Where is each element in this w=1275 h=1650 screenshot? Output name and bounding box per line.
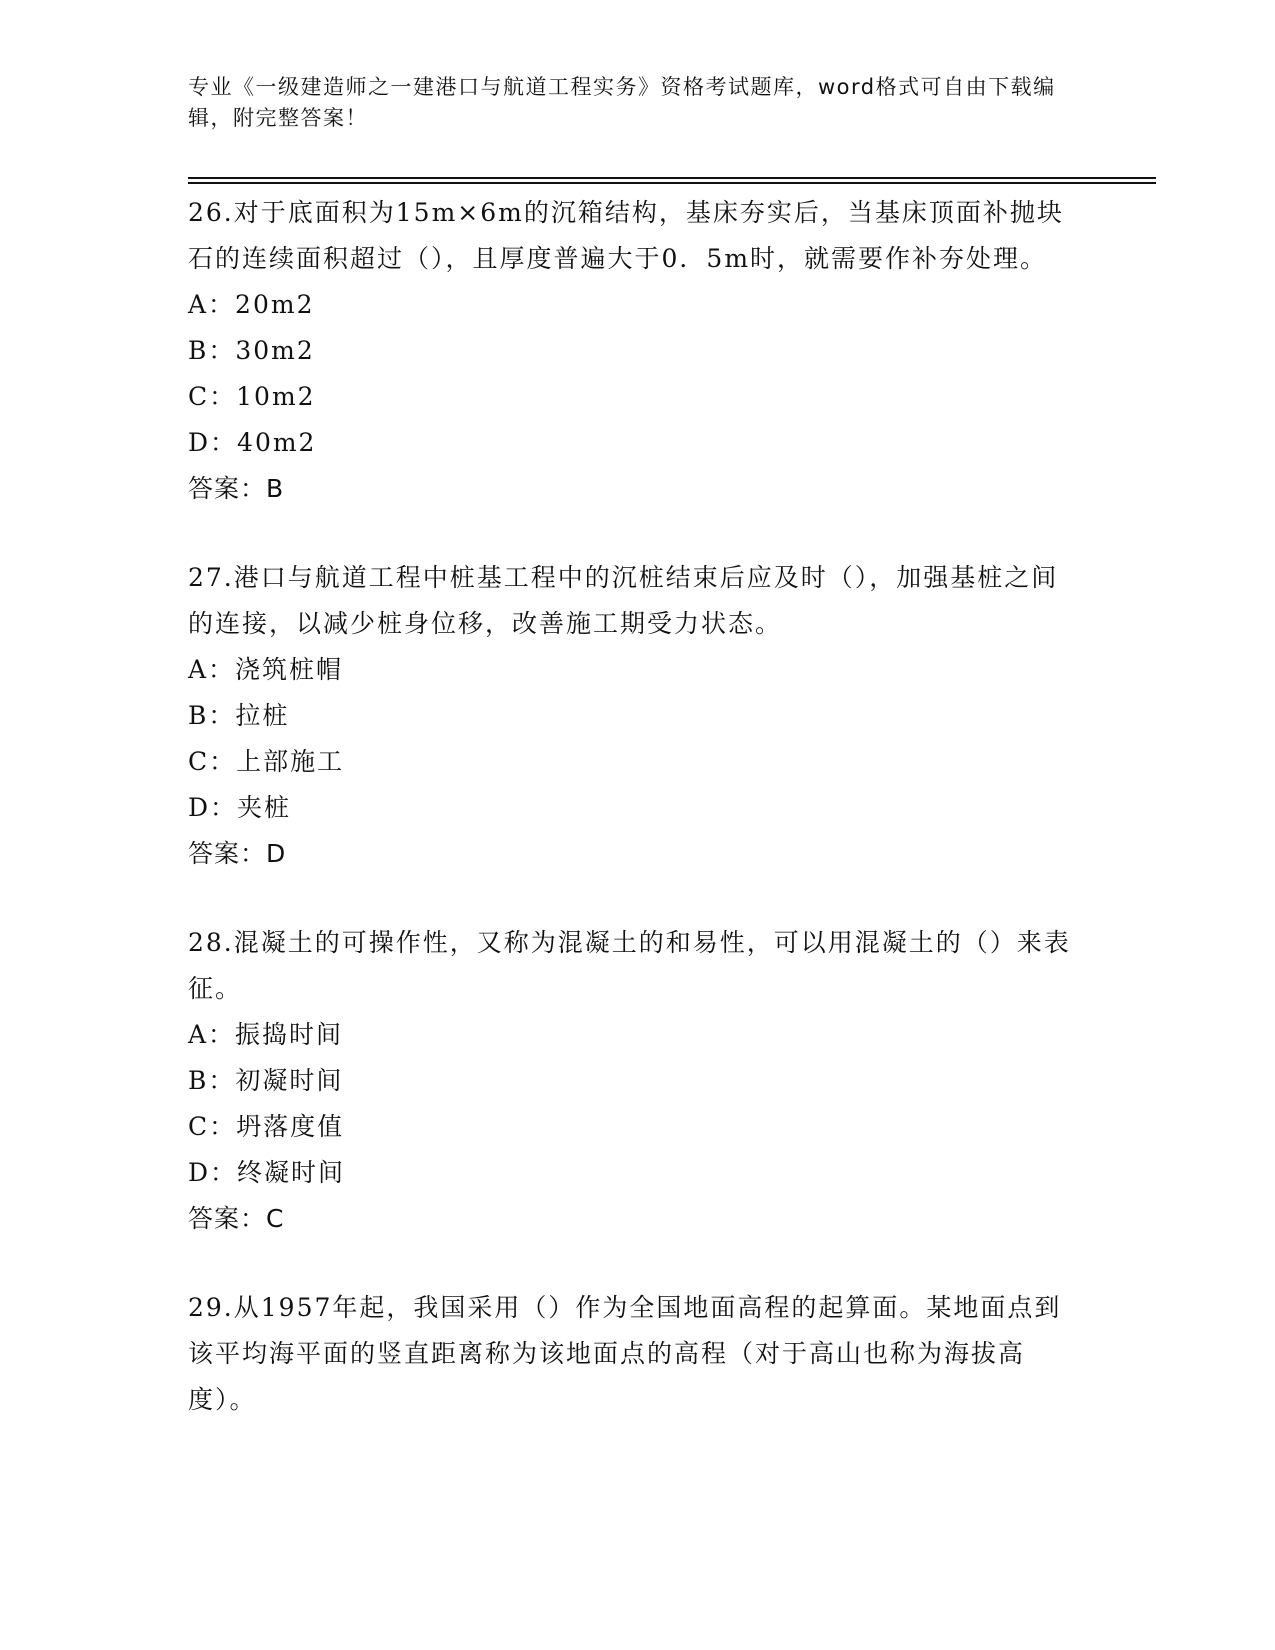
question-stem: 27.港口与航道工程中桩基工程中的沉桩结束后应及时（），加强基桩之间的连接，以减少桩身位移，改善施工期受力状态。 xyxy=(188,563,1059,638)
option-a: A：浇筑桩帽 xyxy=(188,655,344,684)
option-d: D：终凝时间 xyxy=(188,1158,346,1187)
header-divider-top xyxy=(188,177,1156,179)
question-29 xyxy=(188,1285,1078,1423)
question-26 xyxy=(188,190,1078,512)
option-d: D：40m2 xyxy=(188,428,317,457)
document-header: 专业《一级建造师之一建港口与航道工程实务》资格考试题库，word格式可自由下载编辑，附完整答案！ xyxy=(188,75,1056,130)
answer-line: 答案：B xyxy=(188,474,285,503)
question-stem: 28.混凝土的可操作性，又称为混凝土的和易性，可以用混凝土的（）来表征。 xyxy=(188,928,1071,1003)
question-list xyxy=(188,190,1078,1466)
answer-line: 答案：D xyxy=(188,839,287,868)
option-a: A：20m2 xyxy=(188,290,315,319)
option-a: A：振捣时间 xyxy=(188,1020,344,1049)
question-stem: 26.对于底面积为15m×6m的沉箱结构，基床夯实后，当基床顶面补抛块石的连续面积超过（），且厚度普遍大于0．5m时，就需要作补夯处理。 xyxy=(188,198,1064,273)
option-b: B：拉桩 xyxy=(188,701,290,730)
option-b: B：初凝时间 xyxy=(188,1066,344,1095)
option-c: C：坍落度值 xyxy=(188,1112,345,1141)
option-b: B：30m2 xyxy=(188,336,315,365)
option-c: C：上部施工 xyxy=(188,747,345,776)
question-27 xyxy=(188,555,1078,877)
option-c: C：10m2 xyxy=(188,382,316,411)
header-divider-bottom xyxy=(188,182,1156,184)
question-stem: 29.从1957年起，我国采用（）作为全国地面高程的起算面。某地面点到该平均海平面的竖直距离称为该地面点的高程（对于高山也称为海拔高度）。 xyxy=(188,1293,1062,1414)
question-28 xyxy=(188,920,1078,1242)
answer-line: 答案：C xyxy=(188,1204,285,1233)
option-d: D：夹桩 xyxy=(188,793,292,822)
